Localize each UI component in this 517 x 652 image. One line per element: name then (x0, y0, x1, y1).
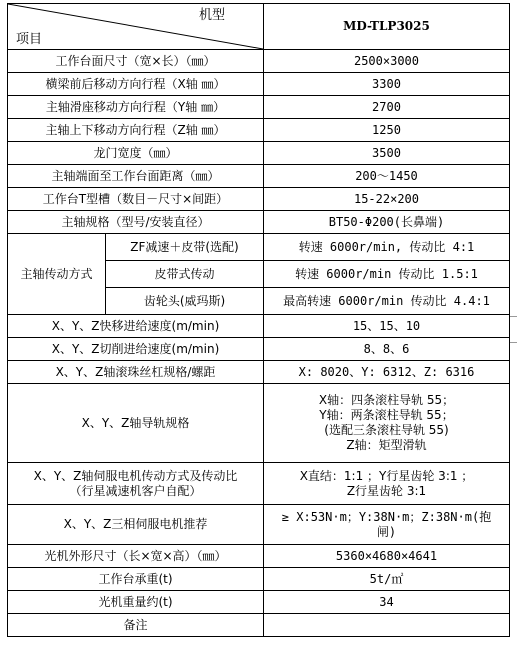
table-row (8, 545, 510, 568)
row-label: 主轴滑座移动方向行程（Y轴 ㎜） (8, 96, 264, 119)
row-value: 5t/㎡ (264, 568, 510, 591)
row-label: 工作台面尺寸（宽×长）（㎜） (8, 50, 264, 73)
row-value: 15-22×200 (264, 188, 510, 211)
row-value: 15、15、10 (264, 315, 510, 338)
guide-row (8, 384, 510, 463)
row-label: 主轴规格（型号/安装直径） (8, 211, 264, 234)
motor-value-line (266, 510, 507, 525)
table-row (8, 142, 510, 165)
table-row (8, 568, 510, 591)
servo-label (8, 463, 264, 505)
margin-tick (510, 342, 517, 343)
row-value (264, 614, 510, 637)
transmission-value: 最高转速 6000r/min 传动比 4.4:1 (264, 288, 510, 315)
transmission-value: 转速 6000r/min, 传动比 4:1 (264, 234, 510, 261)
table-row (8, 315, 510, 338)
row-value: 34 (264, 591, 510, 614)
row-label: X、Y、Z快移进给速度(m/min) (8, 315, 264, 338)
row-value: 2700 (264, 96, 510, 119)
row-value: 5360×4680×4641 (264, 545, 510, 568)
transmission-type: ZF减速＋皮带(选配) (106, 234, 264, 261)
header-row (8, 4, 510, 50)
servo-label-line: X、Y、Z轴伺服电机传动方式及传动比 (33, 468, 238, 483)
margin-tick (510, 316, 517, 317)
servo-row (8, 463, 510, 505)
row-label: 主轴端面至工作台面距离（㎜） (8, 165, 264, 188)
row-label: X、Y、Z切削进给速度(m/min) (8, 338, 264, 361)
motor-value-text: X:53N·m；Y:38N·m；Z:38N·m(抱 (296, 509, 492, 524)
table-row (8, 591, 510, 614)
row-label: 工作台承重(t) (8, 568, 264, 591)
row-label: 横梁前后移动方向行程（X轴 ㎜） (8, 73, 264, 96)
corner-label-model: 机型 (198, 8, 225, 23)
servo-value-line: X直结：1:1 ；Y行星齿轮 3:1 ； (299, 468, 474, 483)
table-row (8, 119, 510, 142)
table-row (8, 165, 510, 188)
guide-line: Y轴：两条滚柱导轨 55； (319, 408, 454, 422)
guide-line: (选配三条滚柱导轨 55) (324, 423, 449, 437)
row-value: 2500×3000 (264, 50, 510, 73)
row-label: 光机外形尺寸（长×宽×高）（㎜） (8, 545, 264, 568)
row-value: 3300 (264, 73, 510, 96)
row-value: X: 8020、Y: 6312、Z: 6316 (264, 361, 510, 384)
table-row (8, 211, 510, 234)
greater-equal-symbol: ≥ (281, 509, 290, 524)
motor-value-line: 闸) (376, 524, 397, 539)
corner-header-cell (8, 4, 264, 50)
table-row (8, 338, 510, 361)
row-value: 1250 (264, 119, 510, 142)
transmission-value: 转速 6000r/min 传动比 1.5:1 (264, 261, 510, 288)
motor-label: X、Y、Z三相伺服电机推荐 (8, 505, 264, 545)
row-label: 主轴上下移动方向行程（Z轴 ㎜） (8, 119, 264, 142)
table-row (8, 361, 510, 384)
guide-line: Z轴：矩型滑轨 (346, 438, 427, 452)
spec-table (7, 3, 510, 637)
servo-label-line: （行星减速机客户自配） (69, 483, 202, 498)
motor-row (8, 505, 510, 545)
corner-label-item: 项目 (16, 32, 43, 47)
row-label: 备注 (8, 614, 264, 637)
row-value: 200～1450 (264, 165, 510, 188)
row-label: 工作台T型槽（数目－尺寸×间距） (8, 188, 264, 211)
transmission-row (8, 234, 510, 261)
row-label: X、Y、Z轴滚珠丝杠规格/螺距 (8, 361, 264, 384)
table-row (8, 73, 510, 96)
row-value: 3500 (264, 142, 510, 165)
transmission-type: 皮带式传动 (106, 261, 264, 288)
guide-value (264, 384, 510, 463)
row-label: 光机重量约(t) (8, 591, 264, 614)
table-row (8, 50, 510, 73)
motor-value (264, 505, 510, 545)
row-value: 8、8、6 (264, 338, 510, 361)
guide-line: X轴：四条滚柱导轨 55； (318, 393, 455, 407)
row-label: 龙门宽度（㎜） (8, 142, 264, 165)
row-value: BT50-Φ200(长鼻端) (264, 211, 510, 234)
table-row (8, 614, 510, 637)
table-row (8, 188, 510, 211)
table-row (8, 96, 510, 119)
servo-value (264, 463, 510, 505)
servo-value-line: Z行星齿轮 3:1 (346, 483, 427, 498)
guide-label: X、Y、Z轴导轨规格 (8, 384, 264, 463)
transmission-type: 齿轮头(威玛斯) (106, 288, 264, 315)
model-name: MD-TLP3025 (264, 4, 510, 50)
transmission-label: 主轴传动方式 (8, 234, 106, 315)
